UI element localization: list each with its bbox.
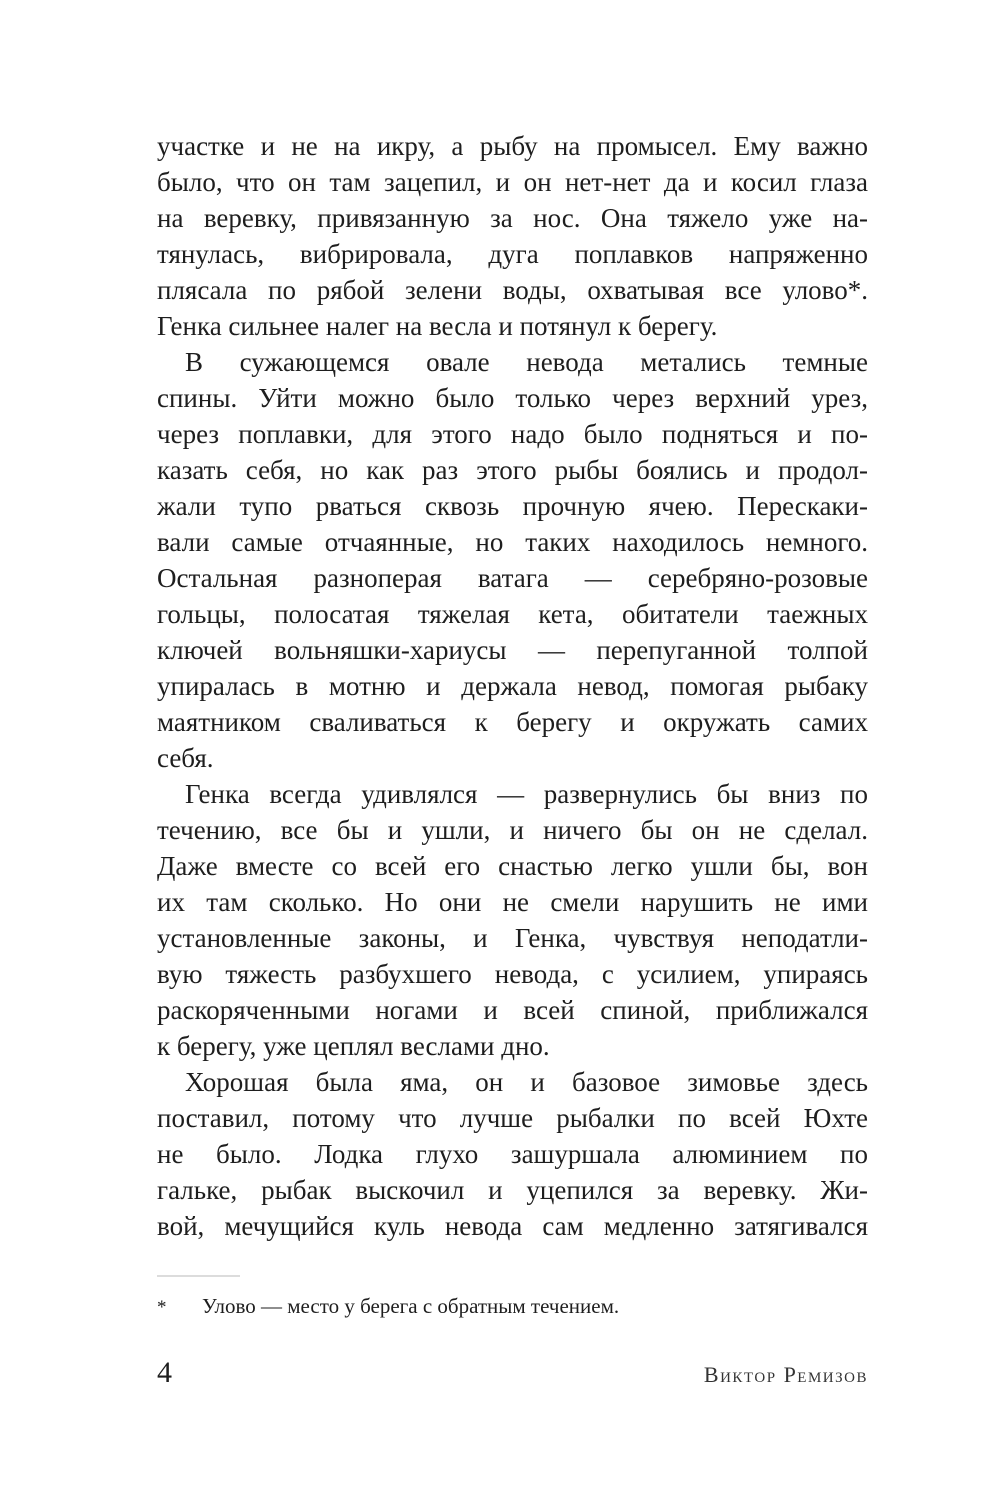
text-line: спины. Уйти можно было только через верхний урез,	[157, 383, 868, 413]
text-line: Генка сильнее налег на весла и потянул к берегу.	[157, 311, 718, 341]
text-line: В сужающемся овале невода метались темные	[185, 347, 868, 377]
text-line: раскоряченными ногами и всей спиной, приближался	[157, 995, 868, 1025]
text-line: участке и не на икру, а рыбу на промысел. Ему важно	[157, 131, 868, 161]
footnote-marker: *	[157, 1297, 167, 1318]
text-line: через поплавки, для этого надо было подняться и по-	[157, 419, 868, 449]
text-line: было, что он там зацепил, и он нет-нет да и косил глаза	[157, 167, 868, 197]
text-line: себя.	[157, 743, 214, 773]
text-line: Генка всегда удивлялся — развернулись бы вниз по	[185, 779, 868, 809]
footnote	[157, 1275, 868, 1322]
text-line: течению, все бы и ушли, и ничего бы он не сделал.	[157, 815, 868, 845]
text-line: вую тяжесть разбухшего невода, с усилием, упираясь	[157, 959, 868, 989]
footnote-separator	[157, 1275, 240, 1277]
text-line: вали самые отчаянные, но таких находилось немного.	[157, 527, 868, 557]
text-line: упиралась в мотню и держала невод, помогая рыбаку	[157, 671, 868, 701]
text-line: вой, мечущийся куль невода сам медленно затягивался	[157, 1211, 868, 1241]
page-footer	[157, 1356, 868, 1392]
footnote-text: Улово — место у берега с обратным течением.	[202, 1294, 620, 1318]
text-line: Даже вместе со всей его снастью легко ушли бы, вон	[157, 851, 868, 881]
paragraph	[157, 344, 868, 776]
text-line: Остальная разноперая ватага — серебряно-розовые	[157, 563, 868, 593]
text-line: установленные законы, и Генка, чувствуя неподатли-	[157, 923, 868, 953]
paragraph	[157, 1064, 868, 1244]
text-line: ключей вольняшки-хариусы — перепуганной толпой	[157, 635, 868, 665]
text-line: на веревку, привязанную за нос. Она тяжело уже на-	[157, 203, 868, 233]
text-line: гальке, рыбак выскочил и уцепился за веревку. Жи-	[157, 1175, 868, 1205]
text-line: маятником сваливаться к берегу и окружать самих	[157, 707, 868, 737]
footnote-row	[157, 1292, 868, 1322]
paragraph	[157, 776, 868, 1064]
text-line: поставил, потому что лучше рыбалки по всей Юхте	[157, 1103, 868, 1133]
text-line: плясала по рябой зелени воды, охватывая все улово*.	[157, 275, 868, 305]
text-block	[157, 128, 868, 1244]
text-line: не было. Лодка глухо зашуршала алюминием по	[157, 1139, 868, 1169]
text-line: казать себя, но как раз этого рыбы боялись и продол-	[157, 455, 868, 485]
paragraph	[157, 128, 868, 344]
text-line: к берегу, уже цеплял веслами дно.	[157, 1031, 550, 1061]
text-line: Хорошая была яма, он и базовое зимовье здесь	[185, 1067, 868, 1097]
page-number: 4	[157, 1356, 172, 1389]
text-line: их там сколько. Но они не смели нарушить не ими	[157, 887, 868, 917]
text-line: жали тупо рваться сквозь прочную ячею. Перескаки-	[157, 491, 868, 521]
text-line: гольцы, полосатая тяжелая кета, обитатели таежных	[157, 599, 868, 629]
text-line: тянулась, вибрировала, дуга поплавков напряженно	[157, 239, 868, 269]
author-name: Виктор Ремизов	[703, 1362, 868, 1387]
